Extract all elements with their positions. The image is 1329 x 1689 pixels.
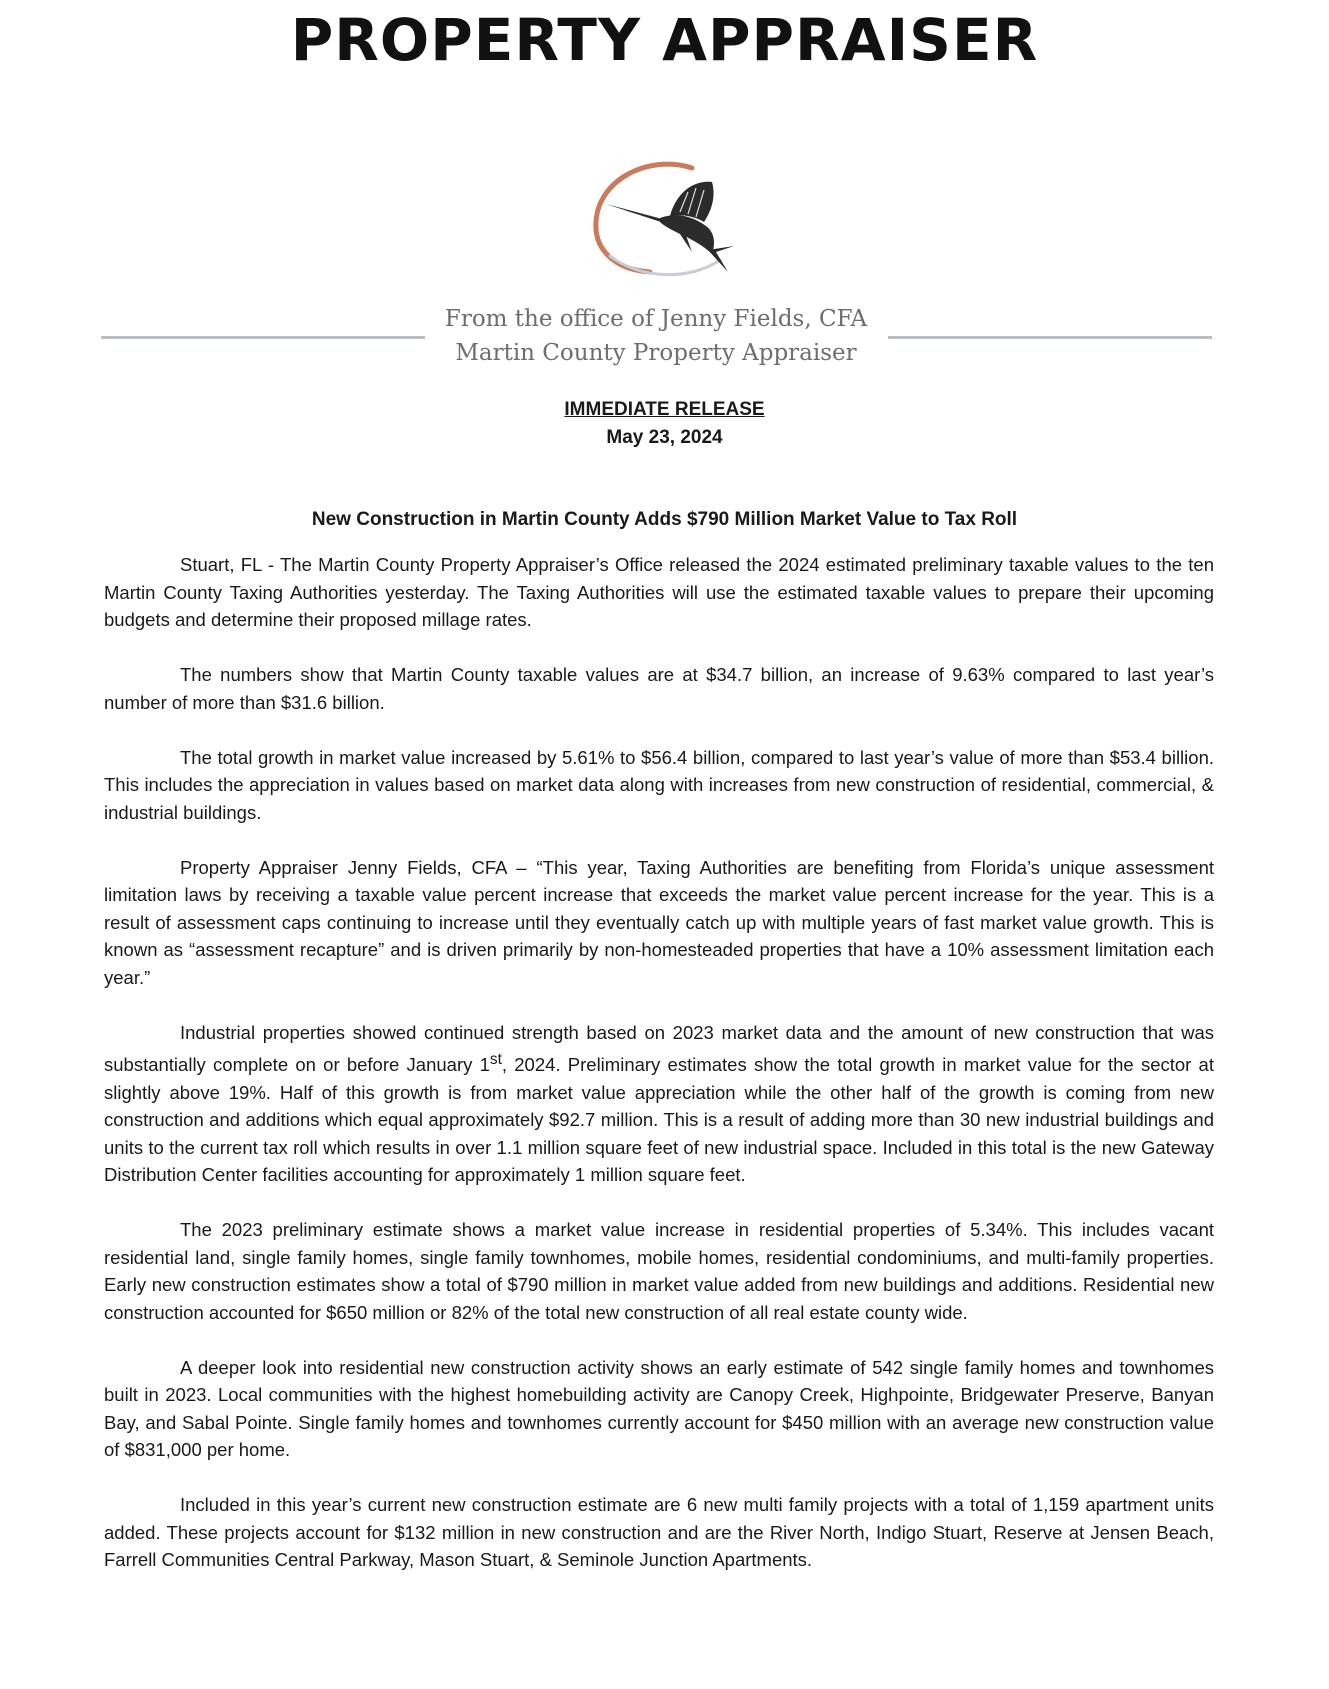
ordinal-suffix: st	[489, 1051, 502, 1068]
release-block	[0, 396, 1329, 452]
paragraph-text: Industrial properties showed continued strength based on 2023 market data and the amount of new construction that was substantially complete on or before January 1	[104, 1021, 1214, 1076]
press-release-headline: New Construction in Martin County Adds $790 Million Market Value to Tax Roll	[311, 509, 1018, 530]
press-release-body	[104, 551, 1214, 1574]
release-label: IMMEDIATE RELEASE	[564, 399, 765, 420]
page-title: PROPERTY APPRAISER	[290, 6, 1039, 74]
paragraph: A deeper look into residential new construction activity shows an early estimate of 542 single family homes and townhomes built in 2023. Local communities with the highest homebuilding activity are Canopy Creek, Highpointe, Bridgewater Preserve, Banyan Bay, and Sabal Pointe. Single family homes and townhomes currently account for $450 million with an average new construction value of $831,000 per home.	[104, 1356, 1214, 1461]
paragraph-text: , 2024. Preliminary estimates show the total growth in market value for the sector at slightly above 19%. Half of this growth is from market value appreciation while the other half of the growth is coming from new construction and additions which equal approximately $92.7 million. This is a result of adding more than 30 new industrial buildings and units to the current tax roll which results in over 1.1 million square feet of new industrial space. Included in this total is the new Gateway Distribution Center facilities accounting for approximately 1 million square feet.	[104, 1054, 1214, 1186]
office-name: From the office of Jenny Fields, CFA	[444, 306, 868, 332]
paragraph: The total growth in market value increased by 5.61% to $56.4 billion, compared to last year’s value of more than $53.4 billion. This includes the appreciation in values based on market data along with increases from new construction of residential, commercial, & industrial buildings.	[104, 746, 1214, 823]
header-divider-left	[101, 336, 425, 339]
release-date: May 23, 2024	[606, 427, 723, 448]
office-title: Martin County Property Appraiser	[455, 340, 857, 366]
header-divider-right	[888, 336, 1212, 339]
paragraph: The numbers show that Martin County taxable values are at $34.7 billion, an increase of 9.63% compared to last year’s number of more than $31.6 billion.	[104, 664, 1214, 713]
paragraph: Stuart, FL - The Martin County Property Appraiser’s Office released the 2024 estimated preliminary taxable values to the ten Martin County Taxing Authorities yesterday. The Taxing Authorities will use the estimated taxable values to prepare their upcoming budgets and determine their proposed millage rates.	[104, 554, 1214, 630]
sailfish-logo-icon	[588, 160, 748, 300]
paragraph	[104, 1019, 1214, 1189]
paragraph: The 2023 preliminary estimate shows a market value increase in residential properties of 5.34%. This includes vacant residential land, single family homes, single family townhomes, mobile homes, residential condominiums, and multi-family properties. Early new construction estimates show a total of $790 million in market value added from new buildings and additions. Residential new construction accounted for $650 million or 82% of the total new construction of all real estate county wide.	[104, 1219, 1214, 1323]
paragraph: Property Appraiser Jenny Fields, CFA – “This year, Taxing Authorities are benefiting from Florida’s unique assessment limitation laws by receiving a taxable value percent increase that exceeds the market value percent increase for the year. This is a result of assessment caps continuing to increase until they eventually catch up with multiple years of fast market value growth. This is known as “assessment recapture” and is driven primarily by non-homesteaded properties that have a 10% assessment limitation each year.”	[104, 856, 1214, 988]
paragraph: Included in this year’s current new construction estimate are 6 new multi family projects with a total of 1,159 apartment units added. These projects account for $132 million in new construction and are the River North, Indigo Stuart, Reserve at Jensen Beach, Farrell Communities Central Parkway, Mason Stuart, & Seminole Junction Apartments.	[104, 1494, 1214, 1571]
